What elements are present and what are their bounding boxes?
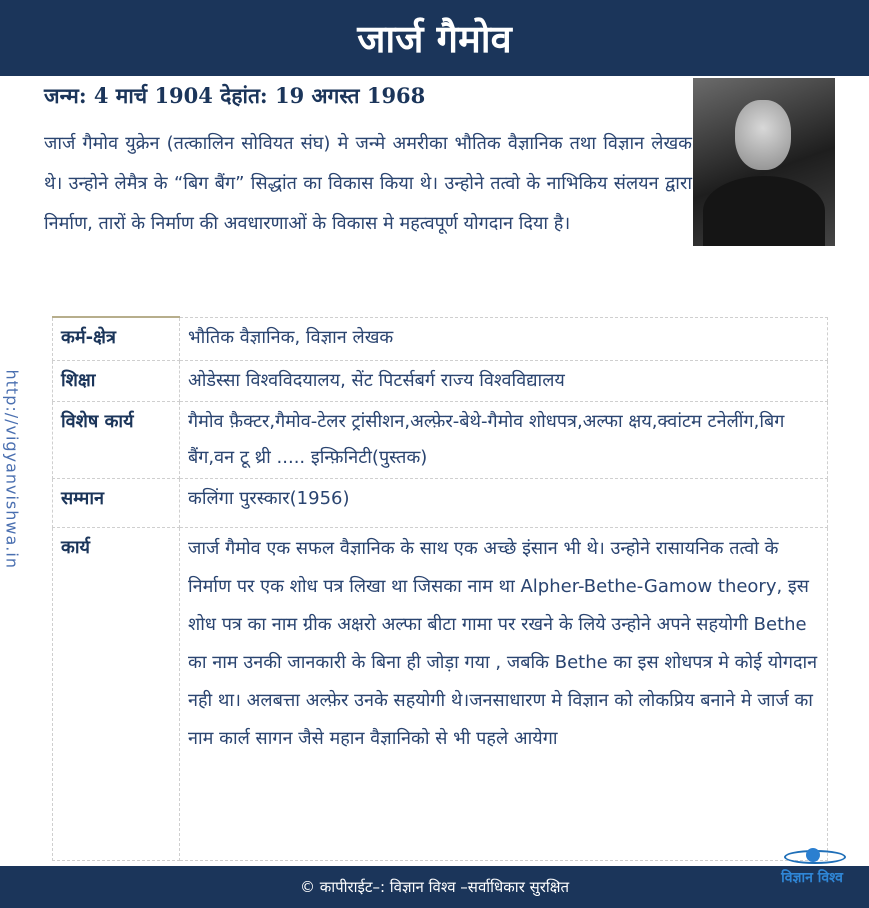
row-value: ओडेस्सा विश्वविदयालय, सेंट पिटर्सबर्ग राज्य विश्वविद्यालय: [180, 361, 828, 402]
table-row: [53, 317, 828, 361]
row-label: विशेष कार्य: [53, 402, 180, 479]
table-row: [53, 402, 828, 479]
page-title: जार्ज गैमोव: [357, 16, 512, 61]
website-link[interactable]: http://vigyanvishwa.in: [2, 369, 22, 569]
table-row: [53, 479, 828, 528]
table-row: [53, 361, 828, 402]
table-row: [53, 528, 828, 861]
portrait-photo: [693, 78, 835, 246]
logo-text: विज्ञान विश्व: [781, 870, 843, 886]
row-label: कर्म-क्षेत्र: [53, 317, 180, 361]
row-value: जार्ज गैमोव एक सफल वैज्ञानिक के साथ एक अच्छे इंसान भी थे। उन्होने रासायनिक तत्वो के निर्माण पर एक शोध पत्र लिखा था जिसका नाम था Alpher-Bethe-Gamow theory, इस शोध पत्र का नाम ग्रीक अक्षरो अल्फा बीटा गामा पर रखने के लिये उन्होने अपने सहयोगी Bethe का नाम उनकी जानकारी के बिना ही जोड़ा गया , जबकि Bethe का इस शोधपत्र मे कोई योगदान नही था। अलबत्ता अल्फ़ेर उनके सहयोगी थे।जनसाधारण मे विज्ञान को लोकप्रिय बनाने मे जार्ज का नाम कार्ल सागन जैसे महान वैज्ञानिको से भी पहले आयेगा: [180, 528, 828, 861]
title-banner: [0, 0, 869, 76]
intro-paragraph: जार्ज गैमोव युक्रेन (तत्कालिन सोवियत संघ) मे जन्मे अमरीका भौतिक वैज्ञानिक तथा विज्ञान लेखक थे। उन्होने लेमैत्र के “बिग बैंग” सिद्धांत का विकास किया थे। उन्होने तत्वो के नाभिकिय संलयन द्वारा निर्माण, तारों के निर्माण की अवधारणाओं के विकास मे महत्वपूर्ण योगदान दिया है।: [44, 133, 692, 234]
copyright-footer: [0, 866, 869, 908]
row-value: कलिंगा पुरस्कार(1956): [180, 479, 828, 528]
row-value: भौतिक वैज्ञानिक, विज्ञान लेखक: [180, 317, 828, 361]
row-label: कार्य: [53, 528, 180, 861]
vigyan-vishwa-logo: [766, 850, 858, 890]
birth-death-dates: जन्म: 4 मार्च 1904 देहांत: 19 अगस्त 1968: [44, 83, 426, 108]
copyright-text: © कापीराईट–: विज्ञान विश्व –सर्वाधिकार सुरक्षित: [299, 878, 570, 896]
row-label: सम्मान: [53, 479, 180, 528]
globe-icon: [806, 848, 820, 862]
row-label: शिक्षा: [53, 361, 180, 402]
info-table: [52, 316, 828, 861]
row-value: गैमोव फ़ैक्टर,गैमोव-टेलर ट्रांसीशन,अल्फ़ेर-बेथे-गैमोव शोधपत्र,अल्फा क्षय,क्वांटम टनेलींग,बिग बैंग,वन टू थ्री ..... इन्फ़िनिटी(पुस्तक): [180, 402, 828, 479]
